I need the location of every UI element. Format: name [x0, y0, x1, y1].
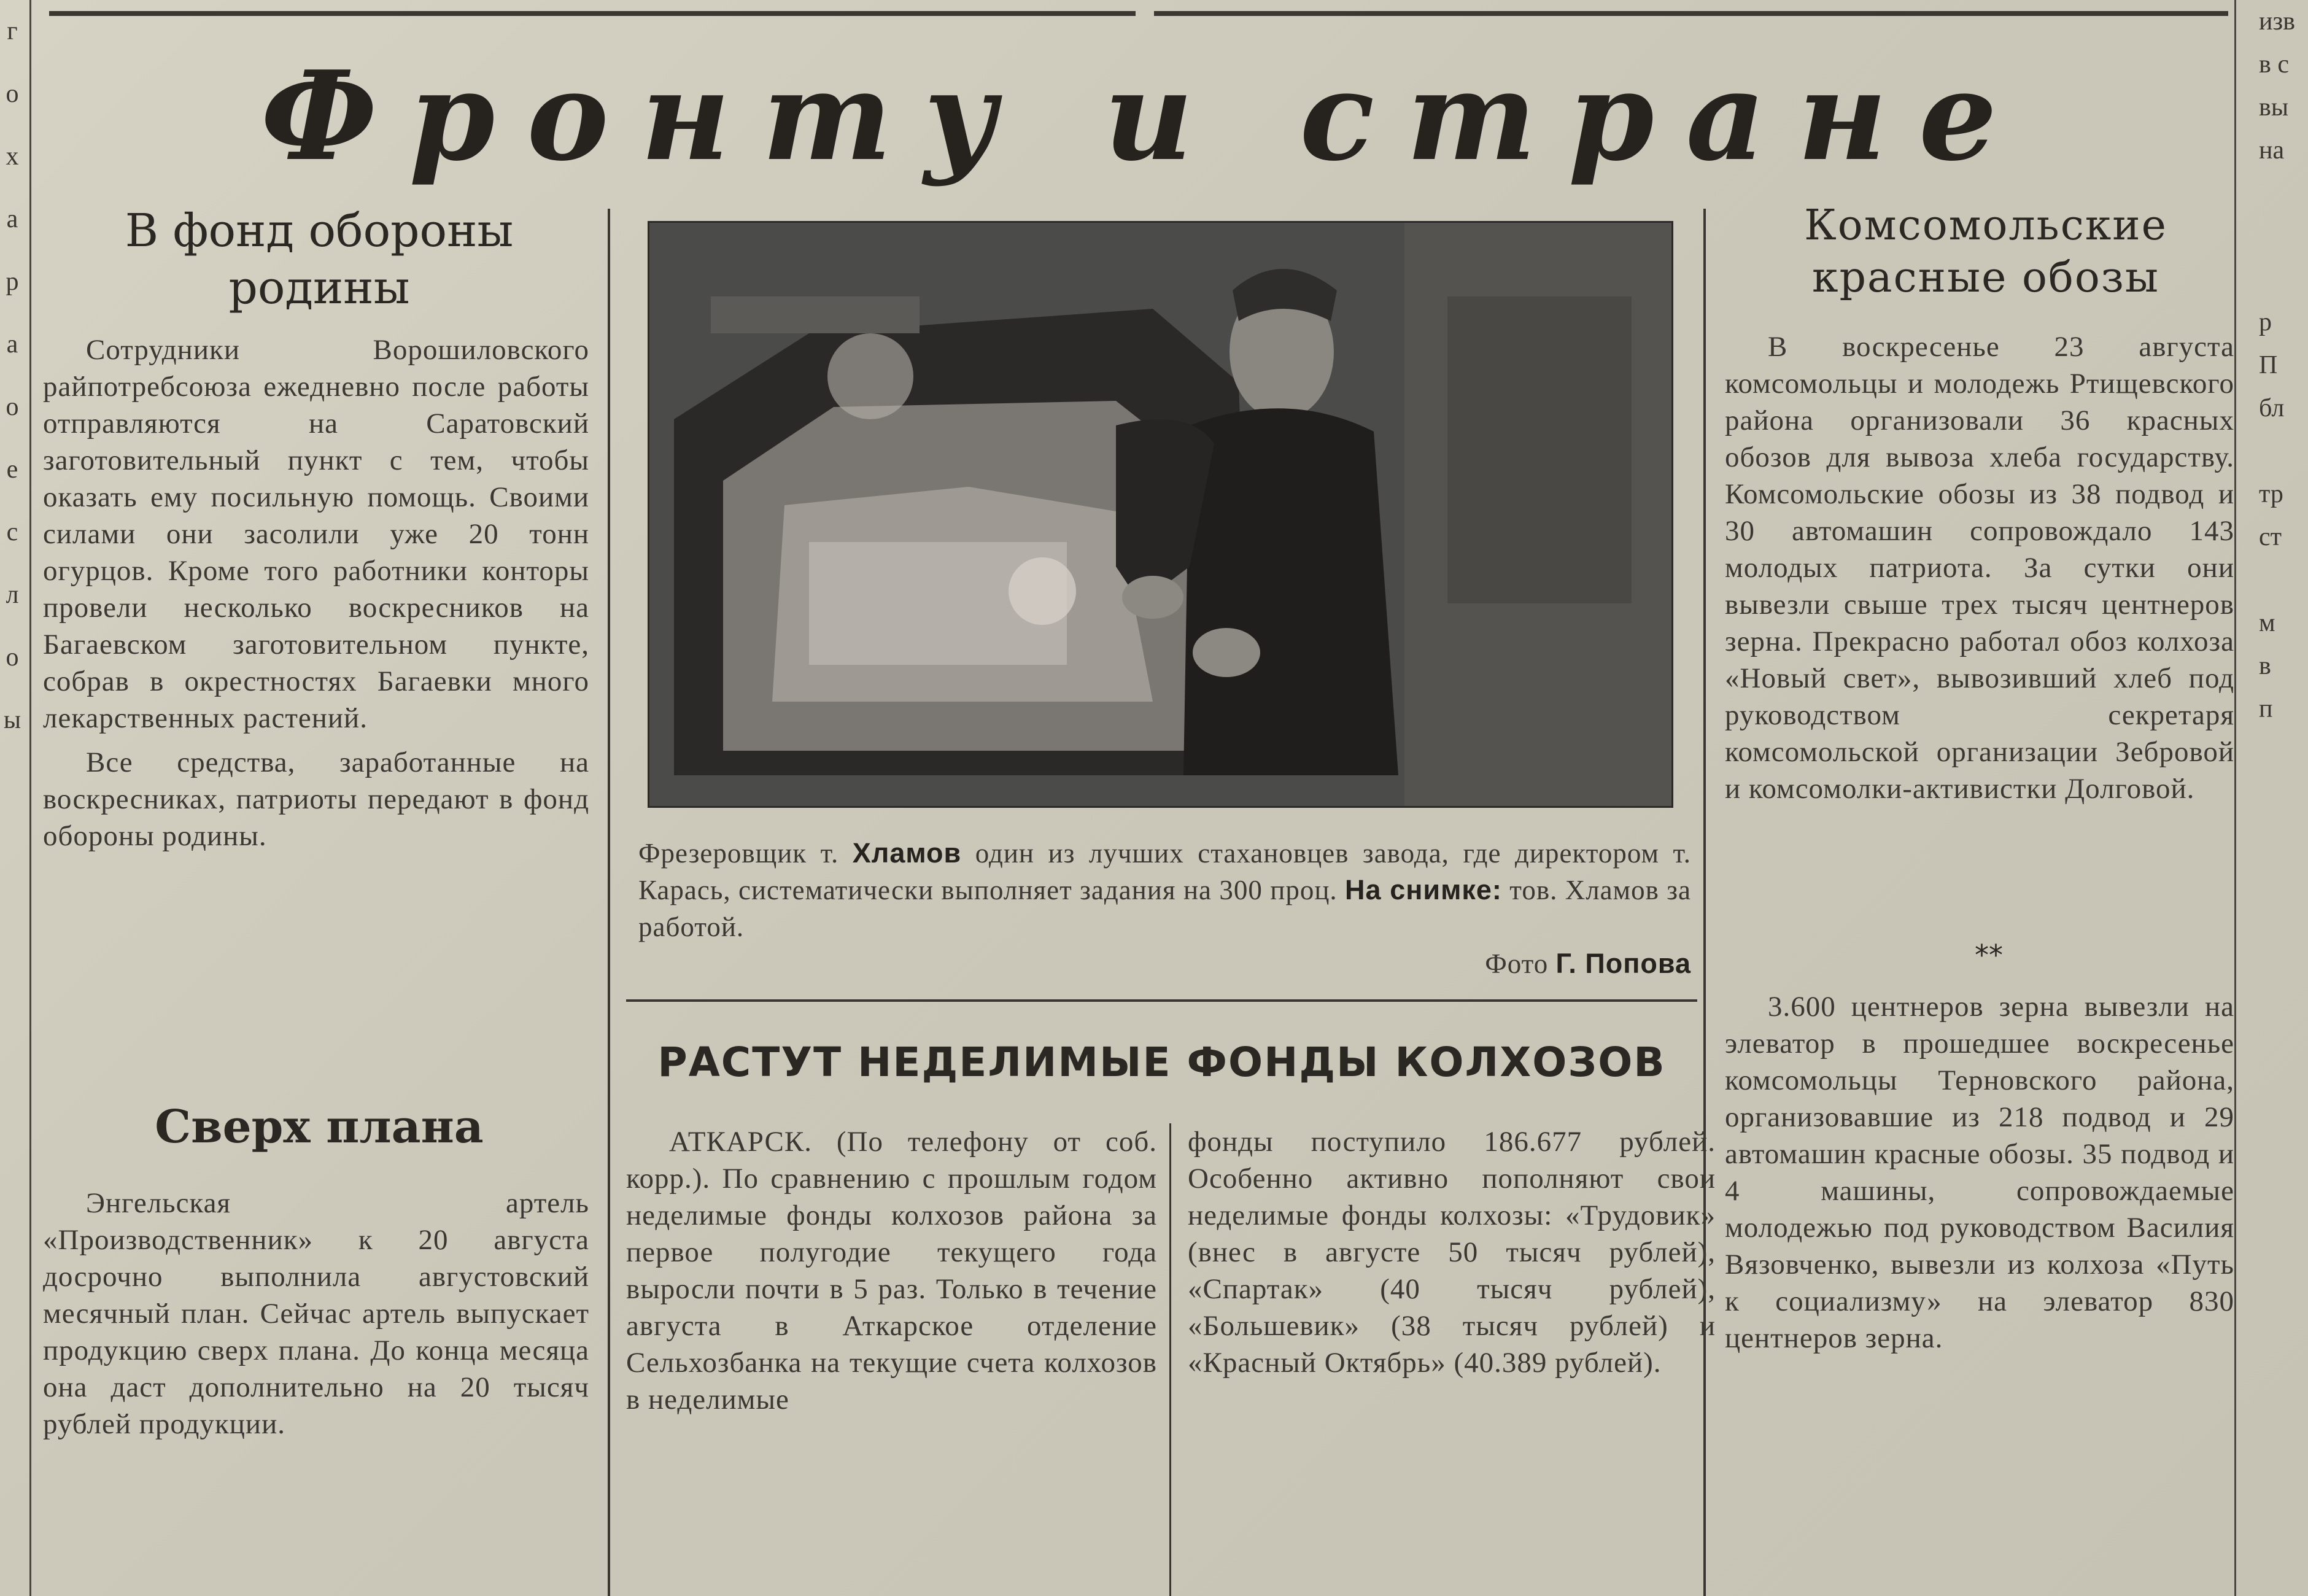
article-column-1: АТКАРСК. (По телефону от соб. корр.). По сравнению с прошлым годом неделимые фонды колхозов района за первое полугодие текущего года выросли почти в 5 раз. Только в течение августа в Аткарское отделение Сельхозбанка на текущие счета колхозов в неделимые	[626, 1126, 1157, 1416]
center-split-divider	[1169, 1123, 1171, 1596]
paragraph: Сотрудники Ворошиловского райпотребсоюза ежедневно после работы отправляются на Саратовский заготовительный пункт с тем, чтобы оказать ему посильную помощь. Своими силами они засолили уже 20 тонн огурцов. Кроме того работники конторы провели несколько воскресников на Багаевском заготовительном пункте, собрав в окрестностях Багаевки много лекарственных растений.	[43, 334, 589, 734]
column-divider-right	[1703, 209, 1706, 1596]
paragraph: Энгельская артель «Производственник» к 20 августа досрочно выполнила августовский месячный план. Сейчас артель выпускает продукцию сверх плана. До конца месяца она даст дополнительно на 20 тысяч рублей продукции.	[43, 1187, 589, 1440]
top-rule-right	[1154, 11, 2228, 16]
top-rule-left	[49, 11, 1136, 16]
article-headline-komsomol-convoys: Комсомольские красные обозы	[1804, 201, 2167, 302]
left-edge-fragments: г о х а р а о е с л о ы	[3, 17, 21, 734]
article-body-komsomol-p1	[1725, 328, 2234, 815]
center-rule-under-caption	[626, 999, 1697, 1002]
frame-right-line	[2234, 0, 2236, 1596]
masthead-title: Фронту и стране	[260, 44, 2029, 188]
article-headline-indivisible-funds: РАСТУТ НЕДЕЛИМЫЕ ФОНДЫ КОЛХОЗОВ	[657, 1039, 1666, 1086]
caption-snapshot-label: На снимке:	[1345, 874, 1502, 905]
article-headline-defense-fund: В фонд обороны родины	[125, 204, 514, 314]
paragraph: Все средства, заработанные на воскресниках, патриоты передают в фонд обороны родины.	[43, 746, 589, 852]
column-divider-left	[608, 209, 610, 1596]
article-column-2: фонды поступило 186.677 рублей. Особенно активно пополняют свои неделимые фонды колхозы: «Трудовик» (внес в августе 50 тысяч рублей), «Спартак» (40 тысяч рублей), «Большевик» (38 тысяч рублей) и «Красный Октябрь» (40.389 рублей).	[1188, 1126, 1716, 1379]
section-separator-stars: **	[1975, 939, 2003, 972]
photo-illustration	[649, 223, 1671, 806]
paragraph: 3.600 центнеров зерна вывезли на элеватор в прошедшее воскресенье комсомольцы Терновского района, организовавшие из 218 подвод и 29 автомашин красные обозы. 35 подвод и 4 машины, сопровождаемые молодежью под руководством Василия Вязовченко, вывезли из колхоза «Путь к социализму» на элеватор 830 центнеров зерна.	[1725, 991, 2234, 1354]
photo-credit-name: Г. Попова	[1555, 948, 1691, 979]
article-body-above-plan	[43, 1185, 589, 1450]
right-edge-fragments: изв в с вы на р П бл тр ст м в п	[2259, 7, 2295, 723]
photo-caption: Фрезеровщик т. Хламов один из лучших стахановцев завода, где директором т. Карась, систематически выполняет задания на 300 проц. На снимке: тов. Хламов за работой.	[638, 837, 1691, 942]
article-body-komsomol-p2	[1725, 988, 2234, 1364]
article-headline-above-plan: Сверх плана	[155, 1101, 484, 1153]
frame-left-line	[29, 0, 31, 1596]
article-body-defense-fund	[43, 331, 589, 862]
paragraph: В воскресенье 23 августа комсомольцы и молодежь Ртищевского района организовали 36 красных обозов для вывоза хлеба государству. Комсомольские обозы из 38 подвод и 30 автомашин сопровождало 143 молодых патриота. За сутки они вывезли свыше трех тысяч центнеров зерна. Прекрасно работал обоз колхоза «Новый свет», вывозивший хлеб под руководством секретаря комсомольской организации Зебровой и комсомолки-активистки Долговой.	[1725, 331, 2234, 805]
photo-credit: Фото Г. Попова	[1485, 948, 1691, 979]
photo-milling-machine-worker	[648, 221, 1673, 808]
caption-worker-name: Хламов	[852, 837, 962, 869]
